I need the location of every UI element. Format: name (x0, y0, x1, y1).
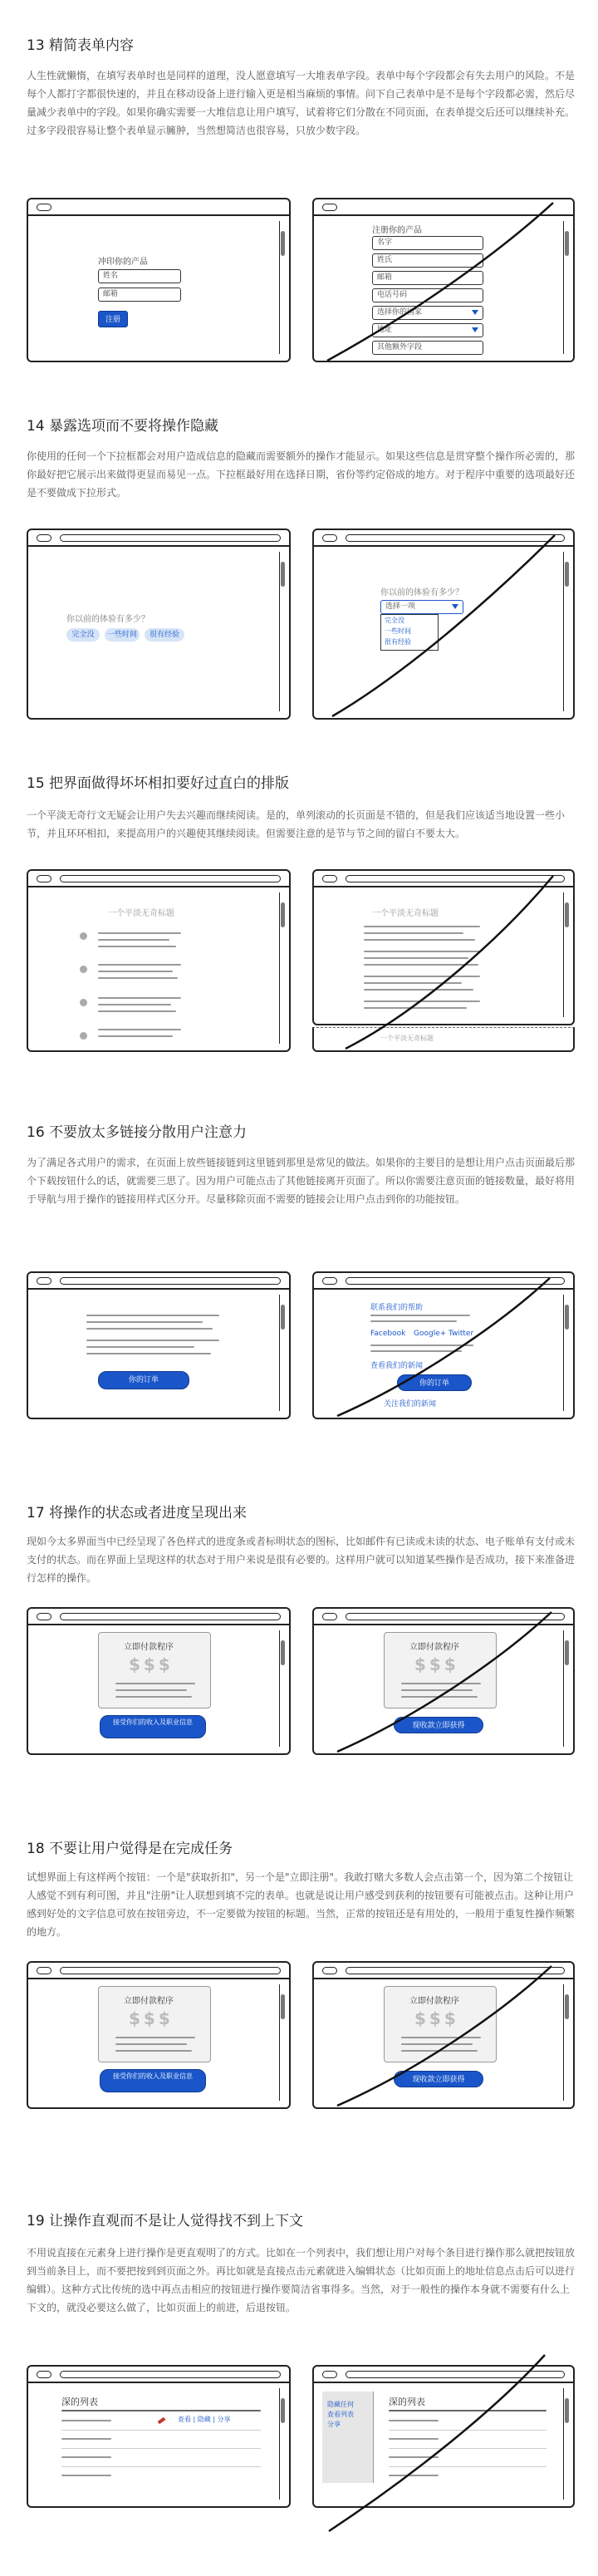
section-body: 现如今太多界面当中已经呈现了各色样式的进度条或者标明状态的图标，比如邮件有已读或未读的状态、电子账单有支付或未支付的状态。而在界面上呈现这样的状态对于用户来说是很有必要的。这样用户就可以知道某些操作是否成功，接下来准备进行怎样的操作。 (27, 1536, 576, 1584)
section-title: 15 把界面做得坏坏相扣要好过直白的排版 (27, 775, 290, 792)
address-bar (60, 2371, 281, 2378)
follow-link[interactable]: 关注我们的新闻 (384, 1400, 437, 1408)
section-body: 不用说直接在元素身上进行操作是更直观明了的方式。比如在一个列表中，我们想让用户对每个条目进行操作那么就把按钮放到当前条目上，而不要把按到到页面之外。再比如就是直接点击元素就进入编辑状态（比如页面上的地址信息点击后可以进行编辑）。这种方式比传统的选中再点击相应的按钮进行操作要简洁省事得多。当然，对于一般性的操作本身就不需要有什么上下文的，就没必要这么做了，比如页面上的前进，后退按钮。 (27, 2247, 576, 2313)
extra-field[interactable]: 其他额外字段 (372, 341, 483, 355)
wireframe-bad (312, 1961, 575, 2109)
pencil-icon[interactable] (158, 2417, 166, 2424)
bullet-icon (80, 999, 87, 1006)
scrollbar (279, 2388, 286, 2500)
list-item[interactable] (389, 2456, 439, 2458)
address-bar (346, 1277, 565, 1285)
scrollbar (563, 221, 570, 354)
section-13 (0, 0, 598, 366)
register-button[interactable]: 注册 (98, 311, 128, 327)
dropdown-option-none[interactable]: 完全没 (385, 617, 404, 624)
first-name-field[interactable]: 名字 (372, 236, 483, 250)
wireframe-bad (312, 528, 575, 720)
form-heading: 注册你的产品 (372, 226, 422, 235)
chevron-down-icon (472, 327, 478, 332)
form-heading: 冲印你的产品 (98, 258, 148, 267)
window-controls-icon (37, 534, 51, 542)
row-actions[interactable]: 查看 | 隐藏 | 分享 (178, 2416, 231, 2423)
section-body: 一个平淡无奇行文无疑会让用户失去兴趣而继续阅读。是的，单列滚动的长页面是不错的，但是我们应该适当地设置一些小节，并且环环相扣，来提高用户的兴趣使其继续阅读。但需要注意的是节与节之间的留白不要太大。 (27, 809, 566, 839)
scrollbar (279, 1295, 286, 1411)
facebook-link[interactable]: Facebook (370, 1330, 406, 1338)
email-field[interactable]: 邮箱 (98, 288, 181, 302)
window-controls-icon (37, 2371, 51, 2378)
address-bar (346, 1613, 565, 1620)
scrollbar (563, 1630, 570, 1747)
help-link[interactable]: 联系我们的帮助 (370, 1304, 424, 1312)
country-select[interactable] (372, 306, 483, 320)
section-title: 16 不要放太多链接分散用户注意力 (27, 1124, 248, 1141)
question-label: 你以前的体验有多少？ (66, 615, 150, 624)
price-display: $$$ (129, 1654, 174, 1674)
wireframe-bad (312, 198, 575, 362)
section-title: 13 精简表单内容 (27, 37, 135, 54)
section-heading: 一个平淡无奇标题 (372, 909, 439, 918)
window-controls-icon (322, 2371, 337, 2378)
accept-button[interactable]: 接受你们的收入及职业信息 (100, 1715, 206, 1738)
option-expert[interactable]: 很有经验 (145, 628, 184, 642)
address-bar (60, 534, 281, 542)
scrollbar (563, 1984, 570, 2101)
address-bar (346, 534, 565, 542)
bullet-icon (80, 966, 87, 973)
list-item[interactable] (389, 2420, 439, 2421)
price-display: $$$ (129, 2008, 174, 2028)
option-some[interactable]: 一些时间 (105, 628, 140, 642)
address-bar (60, 1967, 281, 1974)
address-select-label: 地址 (377, 326, 393, 334)
payment-heading: 立即付款程序 (124, 1997, 174, 2006)
wireframe-good (27, 1271, 291, 1419)
wireframe-good (27, 869, 291, 1052)
section-title: 19 让操作直观而不是让人觉得找不到上下文 (27, 2213, 304, 2229)
order-button[interactable]: 你的订单 (98, 1371, 189, 1389)
wireframe-bad (312, 1271, 575, 1419)
question-label: 你以前的体验有多少？ (380, 588, 463, 597)
address-bar (60, 1277, 281, 1285)
wireframe-good (27, 528, 291, 720)
scrollbar (563, 2388, 570, 2500)
email-field[interactable]: 邮箱 (372, 271, 483, 285)
address-bar (60, 875, 281, 882)
last-name-field[interactable]: 姓氏 (372, 253, 483, 268)
wireframe-good (27, 2365, 291, 2508)
payment-card (98, 1986, 211, 2062)
window-controls-icon (37, 204, 51, 211)
scrollbar (563, 1295, 570, 1411)
dropdown-option-some[interactable]: 一些时间 (385, 627, 411, 635)
scrollbar (279, 221, 286, 354)
section-body: 试想界面上有这样两个按钮：一个是"获取折扣"，另一个是"立即注册"。我敢打赌大多数人会点击第一个，因为第二个按钮让人感觉不到有利可图，并且"注册"让人联想到填不完的表单。也就是说让用户感受到获利的按钮要有可能被点击。这种让用户感到好处的文字信息可放在按钮旁边，不一定要做为按钮的标题。当然，正常的按钮还是有用处的，一般用于重复性操作频繁的地方。 (27, 1871, 576, 1938)
wireframe-bad (312, 1607, 575, 1755)
section-title: 17 将操作的状态或者进度呈现出来 (27, 1505, 248, 1522)
wireframe-bad-footer (312, 1027, 575, 1052)
list-item[interactable] (61, 2438, 111, 2440)
section-17 (0, 1429, 598, 1778)
window-controls-icon (37, 1277, 51, 1285)
address-bar (346, 1967, 565, 1974)
scrollbar (279, 892, 286, 1044)
twitter-link[interactable]: Twitter (448, 1330, 474, 1338)
order-button[interactable]: 你的订单 (397, 1374, 472, 1391)
chevron-down-icon (472, 310, 478, 315)
dropdown-menu (380, 614, 439, 651)
section-title: 14 暴露选项而不要将操作隐藏 (27, 418, 219, 435)
window-controls-icon (37, 1967, 51, 1974)
list-heading: 深的列表 (61, 2397, 98, 2407)
phone-field[interactable]: 电话号码 (372, 288, 483, 302)
address-bar (346, 2371, 565, 2378)
price-display: $$$ (414, 2008, 459, 2028)
list-heading: 深的列表 (389, 2397, 425, 2407)
experience-select[interactable] (380, 600, 463, 614)
receive-button[interactable]: 现收款立即获得 (394, 1717, 483, 1733)
address-select[interactable] (372, 323, 483, 337)
section-16 (0, 1080, 598, 1429)
address-bar (60, 1613, 281, 1620)
window-controls-icon (322, 534, 337, 542)
section-body: 人生性就懒惰，在填写表单时也是同样的道理，没人愿意填写一大堆表单字段。表单中每个字段都会有失去用户的风险。不是每个人都打字都很快速的，并且在移动设备上进行输入更是相当麻烦的事情。问下自己表单中是不是每个字段都必需，然后尽量减少表单中的字段。如果你确实需要一大堆信息让用户填写，试着将它们分散在不同页面，在表单提交后还可以继续补充。过多字段很容易让整个表单显示臃肿，当然想简洁也很容易，只放少数字段。 (27, 70, 576, 136)
payment-heading: 立即付款程序 (124, 1643, 174, 1652)
section-18 (0, 1778, 598, 2127)
wireframe-bad (312, 2365, 575, 2508)
bullet-icon (80, 932, 87, 940)
footer-heading: 一个平淡无奇标题 (380, 1035, 434, 1042)
section-14 (0, 366, 598, 731)
wireframe-bad (312, 869, 575, 1025)
window-controls-icon (322, 1277, 337, 1285)
list-item[interactable] (389, 2438, 439, 2440)
payment-card (98, 1632, 211, 1708)
payment-card (384, 1986, 497, 2062)
price-display: $$$ (414, 1654, 459, 1674)
wireframe-good (27, 1961, 291, 2109)
receive-button[interactable]: 现收款立即获得 (394, 2071, 483, 2087)
news-link[interactable]: 查看我们的新闻 (370, 1362, 424, 1370)
address-bar (346, 875, 565, 882)
sidebar-item-view[interactable]: 查看列表 (327, 2411, 354, 2418)
payment-heading: 立即付款程序 (409, 1643, 459, 1652)
googleplus-link[interactable]: Google+ (414, 1330, 447, 1338)
name-field[interactable]: 姓名 (98, 269, 181, 283)
payment-card (384, 1632, 497, 1708)
payment-heading: 立即付款程序 (409, 1997, 459, 2006)
list-item[interactable] (61, 2456, 111, 2458)
window-controls-icon (37, 1613, 51, 1620)
section-title: 18 不要让用户觉得是在完成任务 (27, 1841, 233, 1857)
list-item[interactable] (61, 2420, 111, 2421)
wireframe-good (27, 198, 291, 362)
scrollbar (563, 892, 570, 1017)
scrollbar (279, 1630, 286, 1747)
list-item[interactable] (61, 2475, 111, 2476)
bullet-icon (80, 1032, 87, 1040)
scrollbar (563, 552, 570, 711)
window-controls-icon (322, 875, 337, 882)
window-controls-icon (322, 1613, 337, 1620)
scrollbar (279, 552, 286, 711)
action-sidebar (322, 2392, 374, 2483)
sidebar-item-hide[interactable]: 隐藏任何 (327, 2401, 354, 2408)
section-heading: 一个平淡无奇标题 (108, 909, 174, 918)
chevron-down-icon (452, 604, 458, 609)
option-none[interactable]: 完全没 (66, 628, 100, 642)
window-controls-icon (37, 875, 51, 882)
dropdown-option-expert[interactable]: 很有经验 (385, 638, 411, 646)
section-15 (0, 731, 598, 1080)
accept-button[interactable]: 接受你们的收入及职业信息 (100, 2069, 206, 2092)
wireframe-good (27, 1607, 291, 1755)
section-body: 你使用的任何一个下拉框都会对用户造成信息的隐藏而需要额外的操作才能显示。如果这些信息是贯穿整个操作所必需的，那你最好把它展示出来做得更显而易见一点。下拉框最好用在选择日期，省份等约定俗成的地方。对于程序中重要的选项最好还是不要做成下拉形式。 (27, 450, 576, 499)
window-controls-icon (322, 1967, 337, 1974)
select-label: 选择一项 (385, 602, 416, 611)
list-item[interactable] (389, 2475, 439, 2476)
section-19 (0, 2127, 598, 2576)
window-controls-icon (322, 204, 337, 211)
sidebar-item-share[interactable]: 分享 (327, 2421, 341, 2428)
country-select-label: 选择你的国家 (377, 308, 423, 317)
scrollbar (279, 1984, 286, 2101)
section-body: 为了满足各式用户的需求，在页面上放些链接链到这里链到那里是常见的做法。如果你的主要目的是想让用户点击页面最后那个下载按钮什么的话，就需要三思了。因为用户可能点击了其他链接离开页面了。所以你需要注意页面的链接数量，最好将用于导航与用于操作的链接用样式区分开。尽量移除页面不需要的链接会让用户点击到你的功能按钮。 (27, 1157, 576, 1205)
